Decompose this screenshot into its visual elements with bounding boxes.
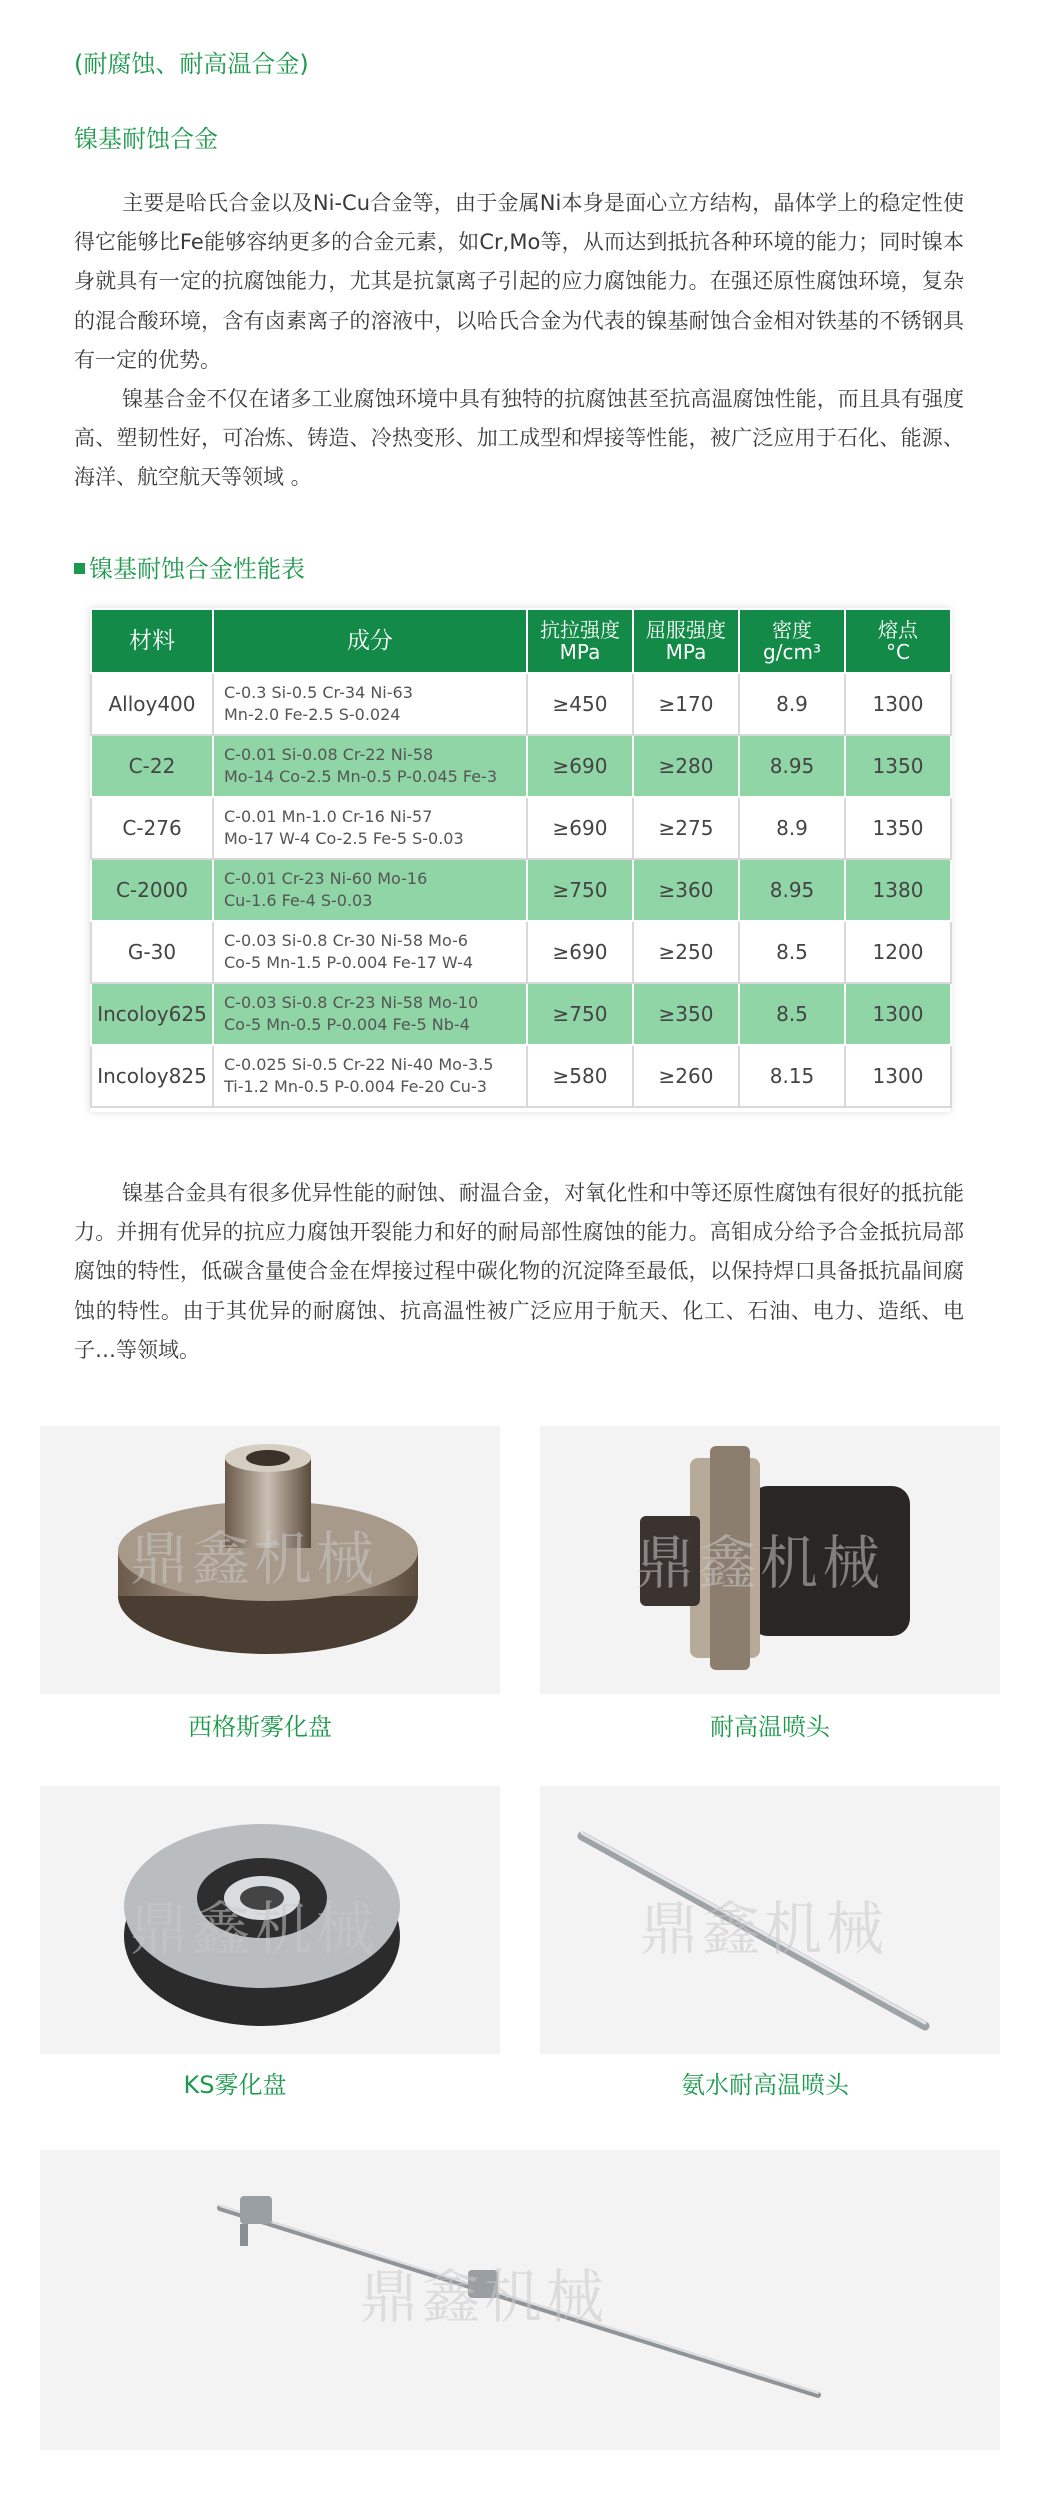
table-row bbox=[91, 735, 951, 797]
cell-density: 8.95 bbox=[739, 859, 845, 921]
product-photo-spray-lance bbox=[40, 2150, 1000, 2450]
cell-material: C-22 bbox=[91, 735, 213, 797]
cell-material: Incoloy625 bbox=[91, 983, 213, 1045]
cell-material: G-30 bbox=[91, 921, 213, 983]
cell-composition: C-0.03 Si-0.8 Cr-30 Ni-58 Mo-6 Co-5 Mn-1.5 P-0.004 Fe-17 W-4 bbox=[213, 921, 527, 983]
cell-density: 8.9 bbox=[739, 673, 845, 735]
cell-tensile: ≥690 bbox=[527, 921, 633, 983]
outro-text: 镍基合金具有很多优异性能的耐蚀、耐温合金，对氧化性和中等还原性腐蚀有很好的抵抗能力。并拥有优异的抗应力腐蚀开裂能力和好的耐局部性腐蚀的能力。高钼成分给予合金抵抗局部腐蚀的特性，低碳含量使合金在焊接过程中碳化物的沉淀降至最低，以保持焊口具备抵抗晶间腐蚀的特性。由于其优异的耐腐蚀、抗高温性被广泛应用于航天、化工、石油、电力、造纸、电子…等领域。 bbox=[74, 1181, 964, 1362]
table-header-row bbox=[91, 609, 951, 673]
caption-high-temp-nozzle: 耐高温喷头 bbox=[710, 1713, 830, 1741]
header-density bbox=[739, 609, 845, 673]
table-row bbox=[91, 797, 951, 859]
cell-composition: C-0.01 Cr-23 Ni-60 Mo-16 Cu-1.6 Fe-4 S-0.03 bbox=[213, 859, 527, 921]
cell-density: 8.95 bbox=[739, 735, 845, 797]
header-tensile-label: 抗拉强度 bbox=[540, 618, 620, 642]
header-tensile-unit: MPa bbox=[559, 640, 601, 664]
watermark: 鼎鑫机械 bbox=[130, 1895, 379, 1963]
cell-yield: ≥280 bbox=[633, 735, 739, 797]
intro-text-1: 主要是哈氏合金以及Ni-Cu合金等，由于金属Ni本身是面心立方结构，晶体学上的稳定性使得它能够比Fe能够容纳更多的合金元素，如Cr,Mo等，从而达到抵抗各种环境的能力；同时镍本身就具有一定的抗腐蚀能力，尤其是抗氯离子引起的应力腐蚀能力。在强还原性腐蚀环境，复杂的混合酸环境，含有卤素离子的溶液中，以哈氏合金为代表的镍基耐蚀合金相对铁基的不锈钢具有一定的优势。 bbox=[74, 191, 964, 372]
section-title: 镍基耐蚀合金 bbox=[74, 125, 218, 153]
cell-melting: 1350 bbox=[845, 735, 951, 797]
caption-ks-atomizer-disc: KS雾化盘 bbox=[183, 2071, 287, 2099]
header-density-label: 密度 bbox=[772, 618, 812, 642]
cell-density: 8.9 bbox=[739, 797, 845, 859]
cell-melting: 1380 bbox=[845, 859, 951, 921]
cell-yield: ≥360 bbox=[633, 859, 739, 921]
properties-table bbox=[90, 608, 950, 1112]
watermark: 鼎鑫机械 bbox=[640, 1895, 889, 1963]
product-photo-ks-atomizer-disc bbox=[40, 1786, 500, 2054]
square-bullet-icon bbox=[74, 563, 85, 574]
cell-density: 8.5 bbox=[739, 983, 845, 1045]
watermark: 鼎鑫机械 bbox=[130, 1525, 379, 1593]
intro-paragraph-1 bbox=[74, 184, 964, 380]
header-melting bbox=[845, 609, 951, 673]
cell-yield: ≥250 bbox=[633, 921, 739, 983]
cell-tensile: ≥750 bbox=[527, 983, 633, 1045]
cell-tensile: ≥690 bbox=[527, 797, 633, 859]
table-row bbox=[91, 921, 951, 983]
product-photo-high-temp-nozzle bbox=[540, 1426, 1000, 1694]
cell-melting: 1350 bbox=[845, 797, 951, 859]
intro-paragraph-2 bbox=[74, 380, 964, 498]
header-yield bbox=[633, 609, 739, 673]
intro-text-2: 镍基合金不仅在诸多工业腐蚀环境中具有独特的抗腐蚀甚至抗高温腐蚀性能，而且具有强度高、塑韧性好，可冶炼、铸造、冷热变形、加工成型和焊接等性能，被广泛应用于石化、能源、海洋、航空航天等领域 。 bbox=[74, 387, 964, 490]
table-row bbox=[91, 673, 951, 735]
watermark: 鼎鑫机械 bbox=[360, 2263, 609, 2331]
caption-sigs-atomizer-disc: 西格斯雾化盘 bbox=[188, 1713, 332, 1741]
cell-tensile: ≥450 bbox=[527, 673, 633, 735]
header-melting-label: 熔点 bbox=[878, 618, 918, 642]
cell-composition: C-0.3 Si-0.5 Cr-34 Ni-63 Mn-2.0 Fe-2.5 S-0.024 bbox=[213, 673, 527, 735]
cell-material: C-276 bbox=[91, 797, 213, 859]
cell-melting: 1300 bbox=[845, 1045, 951, 1107]
header-composition: 成分 bbox=[213, 609, 527, 673]
subtitle: (耐腐蚀、耐高温合金) bbox=[74, 50, 309, 78]
header-density-unit: g/cm³ bbox=[763, 640, 821, 664]
cell-material: Alloy400 bbox=[91, 673, 213, 735]
header-yield-label: 屈服强度 bbox=[646, 618, 726, 642]
table-title-text: 镍基耐蚀合金性能表 bbox=[89, 555, 305, 583]
table-row bbox=[91, 1045, 951, 1107]
header-material: 材料 bbox=[91, 609, 213, 673]
table-row bbox=[91, 859, 951, 921]
header-melting-unit: °C bbox=[886, 640, 910, 664]
header-yield-unit: MPa bbox=[665, 640, 707, 664]
cell-tensile: ≥750 bbox=[527, 859, 633, 921]
cell-composition: C-0.01 Mn-1.0 Cr-16 Ni-57 Mo-17 W-4 Co-2.5 Fe-5 S-0.03 bbox=[213, 797, 527, 859]
header-tensile bbox=[527, 609, 633, 673]
watermark: 鼎鑫机械 bbox=[636, 1529, 885, 1597]
cell-tensile: ≥690 bbox=[527, 735, 633, 797]
cell-melting: 1200 bbox=[845, 921, 951, 983]
table-row bbox=[91, 983, 951, 1045]
cell-yield: ≥275 bbox=[633, 797, 739, 859]
cell-material: C-2000 bbox=[91, 859, 213, 921]
cell-density: 8.5 bbox=[739, 921, 845, 983]
cell-composition: C-0.01 Si-0.08 Cr-22 Ni-58 Mo-14 Co-2.5 Mn-0.5 P-0.045 Fe-3 bbox=[213, 735, 527, 797]
cell-yield: ≥350 bbox=[633, 983, 739, 1045]
outro-paragraph bbox=[74, 1174, 964, 1370]
cell-melting: 1300 bbox=[845, 983, 951, 1045]
cell-material: Incoloy825 bbox=[91, 1045, 213, 1107]
product-photo-sigs-atomizer-disc bbox=[40, 1426, 500, 1694]
cell-density: 8.15 bbox=[739, 1045, 845, 1107]
product-photo-ammonia-nozzle bbox=[540, 1786, 1000, 2054]
table-title bbox=[74, 553, 305, 585]
cell-yield: ≥170 bbox=[633, 673, 739, 735]
cell-composition: C-0.025 Si-0.5 Cr-22 Ni-40 Mo-3.5 Ti-1.2 Mn-0.5 P-0.004 Fe-20 Cu-3 bbox=[213, 1045, 527, 1107]
cell-tensile: ≥580 bbox=[527, 1045, 633, 1107]
cell-yield: ≥260 bbox=[633, 1045, 739, 1107]
cell-melting: 1300 bbox=[845, 673, 951, 735]
caption-ammonia-nozzle: 氨水耐高温喷头 bbox=[681, 2071, 849, 2099]
cell-composition: C-0.03 Si-0.8 Cr-23 Ni-58 Mo-10 Co-5 Mn-0.5 P-0.004 Fe-5 Nb-4 bbox=[213, 983, 527, 1045]
